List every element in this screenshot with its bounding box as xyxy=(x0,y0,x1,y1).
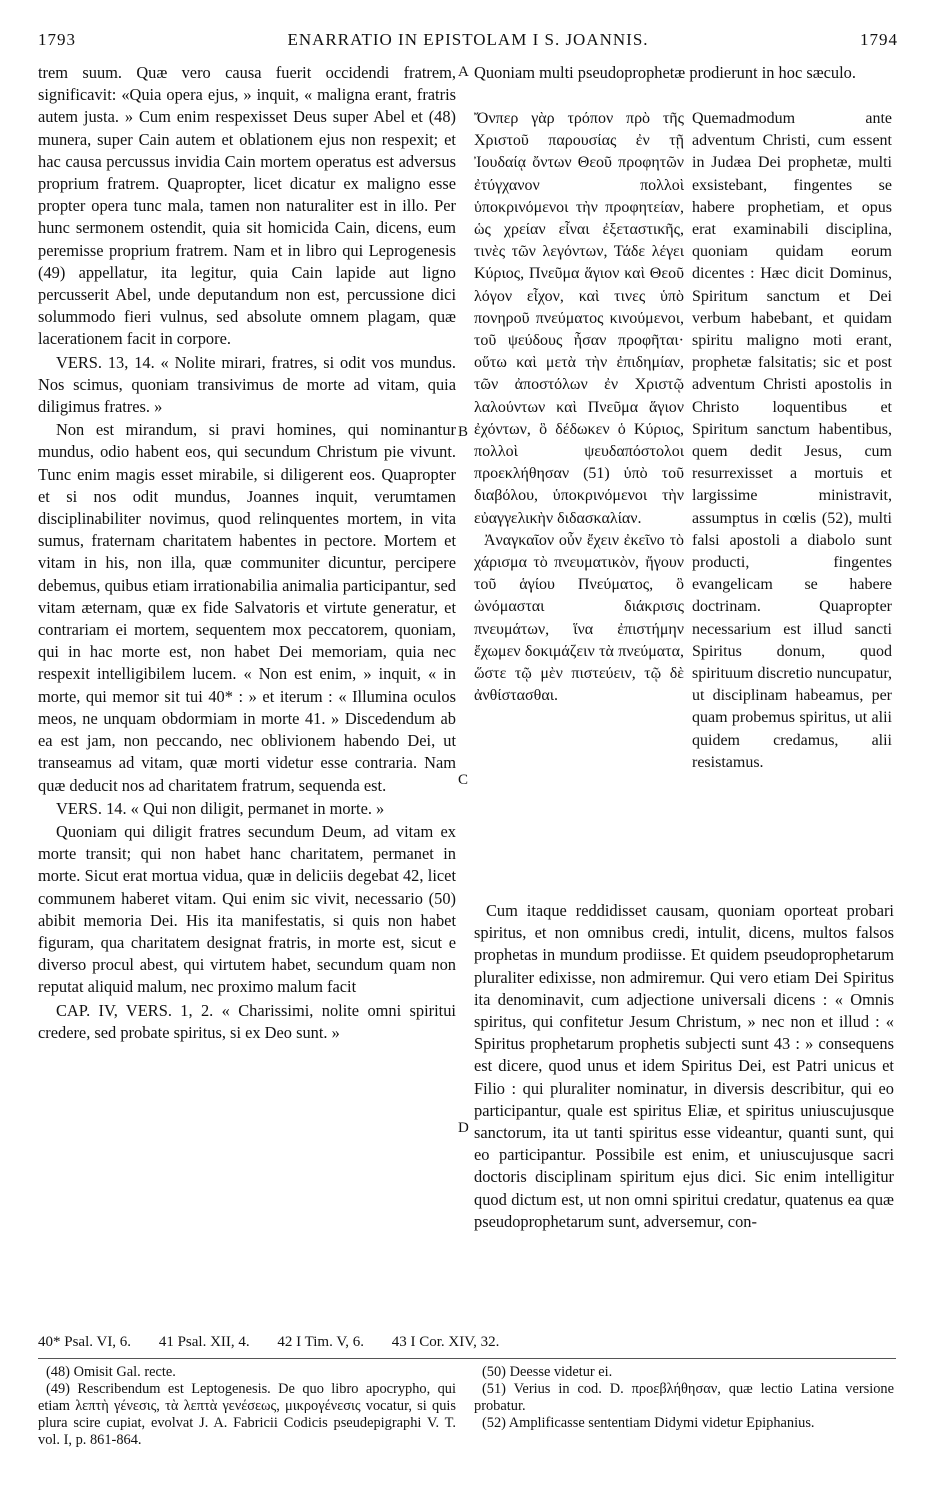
footnote: (48) Omisit Gal. recte. xyxy=(46,1364,176,1380)
margin-marker-a: A xyxy=(458,64,469,80)
footnote: (51) Verius in cod. D. προεβλήθησαν, quæ lectio Latina versione probatur. xyxy=(474,1381,894,1414)
footnotes-right xyxy=(474,1364,894,1432)
margin-marker-c: C xyxy=(458,772,469,788)
verse-heading: VERS. 14. « Qui non diligit, permanet in morte. » xyxy=(56,798,385,818)
latin-translation-column xyxy=(692,108,892,774)
verse-heading: VERS. 13, 14. « Nolite mirari, fratres, si odit vos mundus. Nos scimus, quoniam transivimus de morte ad vitam, quia diligimus fratres. » xyxy=(38,352,456,417)
margin-marker-b: B xyxy=(458,424,469,440)
verse-continuation: Quoniam multi pseudoprophetæ prodierunt in hoc sæculo. xyxy=(474,63,856,82)
greek-paragraph: Ἀναγκαῖον οὖν ἔχειν ἐκεῖνο τὸ χάρισμα τὸ πνευματικὸν, ἤγουν τοῦ ἁγίου Πνεύματος, ὃ ὠνόμασται διάκρισις πνευμάτων, ἵνα ἐπιστήμην ἔχωμεν δοκιμάζειν τὰ πνεύματα, ὥστε τῷ μὲν πιστεύειν, τῷ δὲ ἀνθίστασθαι. xyxy=(474,531,684,705)
footnote: (52) Amplificasse sententiam Didymi videtur Epiphanius. xyxy=(482,1415,815,1431)
scripture-ref: 41 Psal. XII, 4. xyxy=(158,1334,250,1350)
paragraph: Non est mirandum, si pravi homines, qui nominantur mundus, odio habent eos, qui secundum Christum pie vivunt. Tunc enim magis esset mirabile, si diligerent eos. Quapropter et si nos odit mundus, Joannes inquit, verumtamen disciplinabiliter novimus, quod relinquentes mortem, in vita sumus, fraternam charitatem habentes in pectore. Mortem et vitam in his, non illa, quæ communiter dicuntur, percipere debemus, quibus etiam irrationabilia animalia participantur, sed vitam æternam, quæ ex fide Salvatoris et virtute generatur, et contrariam ei mortem, sequentem mox peccatorem, quoniam, qui in hac morte est, non habet Dei memoriam, quia nec respexit intelligibilem lucem. « Non est enim, » inquit, « in morte, qui memor sit tui 40* : » et iterum : « Illumina oculos meos, ne unquam obdormiam in morte 41. » Discedendum ab ea est jam, non peccando, nec oblivionem habendo Dei, ut transeamus ad vitam, quæ morti videtur esse contraria. Nam quæ deducit nos ad charitatem fratrum, sequenda est. xyxy=(38,420,456,795)
scripture-ref: 40* Psal. VI, 6. xyxy=(38,1334,132,1350)
left-column xyxy=(38,62,456,1044)
footnote: (50) Deesse videtur ei. xyxy=(482,1364,613,1380)
page-number-left: 1793 xyxy=(38,30,76,49)
scripture-references xyxy=(38,1334,898,1351)
page-number-right: 1794 xyxy=(860,30,898,49)
page-title: ENARRATIO IN EPISTOLAM I S. JOANNIS. xyxy=(287,30,649,49)
paragraph: Cum itaque reddidisset causam, quoniam oporteat probari spiritus, et non omnibus credi, intulit, dicens, multos falsos prophetas in mundum prodiisse. Et quidem pseudoprophetarum pluraliter edixisse, non admiremur. Qui vero etiam Dei Spiritus ita denominavit, cum adjectione universali dicens : « Omnis spiritus, qui confitetur Jesum Christum, » nec non et illud : « Spiritus prophetarum prophetis subjecti sunt 43 : » consequens est dicere, quod unus et idem Spiritus Dei, est Patri unicus et Filio : qui pluraliter nominatur, in diversis describitur, qui eo participantur, quale est spiritus Eliæ, et spiritus uniuscujusque sanctorum, ita ut tanti spiritus esse videantur, quanti sunt, qui eo participantur. Possibile est enim, et uniuscujusque sacri doctoris disciplinam spiritum ejus dici. Sic enim intelligitur quod dictum est, ut non omni spiritui credatur, quatenus ea quæ pseudoprophetarum sunt, adversemur, con- xyxy=(474,901,894,1231)
right-column-body xyxy=(474,900,894,1233)
chapter-heading: CAP. IV, VERS. 1, 2. « Charissimi, nolite omni spiritui credere, sed probate spiritus, si ex Deo sunt. » xyxy=(38,1000,456,1042)
greek-text-column xyxy=(474,108,684,707)
margin-marker-d: D xyxy=(458,1120,469,1136)
paragraph: Quoniam qui diligit fratres secundum Deum, ad vitam ex morte transit; qui non habet hanc charitatem, permanet in morte. Sicut erat mortua vidua, quæ in deliciis degebat 42, licet communem haberet vitam. Qui enim sic vivit, necessario (50) abibit memoria Dei. His ita manifestatis, si quis non habet figuram, qua charitatem designat fratris, in morte est, sicut e diverso procul abest, qui virtutem habet, secundum quam non reputat aliquid malum, nec proximo malum facit xyxy=(38,821,456,997)
running-header xyxy=(38,30,898,56)
latin-paragraph: Quemadmodum ante adventum Christi, cum essent in Judæa Dei prophetæ, multi exsistebant, fingentes se habere prophetiam, et opus erat examinabili disciplina, quoniam quidam eorum dicentes : Hæc dicit Dominus, Spiritum sanctum et Dei verbum habebant, et quidam spiritu maligno moti erant, prophetæ falsitatis; sic et post adventum Christi apostolis in Christo loquentibus et Spiritum sanctum habentibus, quem dedit Jesus, cum resurrexisset a mortuis et largissime ministravit, assumptus in cœlis (52), multi falsi apostoli a diabolo sunt producti, fingentes evangelicam se habere doctrinam. Quapropter necessarium est illud sancti Spiritus donum, quod spirituum discretio nuncupatur, ut disciplinam habeamus, per quam probemus spiritus, ut alii quidem credamus, alii resistamus. xyxy=(692,110,892,771)
footnote: (49) Rescribendum est Leptogenesis. De quo libro apocrypho, qui etiam λεπτὴ γένεσις, τὰ λεπτὰ γενέσεως, μικρογένεσις vocatur, si quis plura scire cupiat, evolvat J. A. Fabricii Codicis pseudepigraphi V. T. vol. I, p. 861-864. xyxy=(38,1381,456,1448)
scripture-ref: 42 I Tim. V, 6. xyxy=(277,1334,364,1350)
scripture-ref: 43 I Cor. XIV, 32. xyxy=(391,1334,500,1350)
paragraph: trem suum. Quæ vero causa fuerit occidendi fratrem, significavit: «Quia opera ejus, » inquit, « maligna erant, fratris autem justa. » Cum enim respexisset Deus super Abel et (48) munera, super Cain autem et oblationem ejus non respexit; et hac causa percussus invidia Cain mortem operatus est adversus proprium fratrem. Quapropter, licet dicatur ex maligno esse propter opera tunc mala, tamen non naturaliter est in illo. Per hunc sermonem ostendit, quia sit homicida Cain, dicens, eum peremisse proprium fratrem. Nam et in libro qui Leprogenesis (49) appellatur, ita legitur, quia Cain lapide aut ligno percusserit Abel, unde deputandum non est, percussione dici solummodo fieri vulnus, sed absolute omnem plagam, quæ lacerationem facit in corpore. xyxy=(38,63,456,349)
right-column-heading xyxy=(474,62,894,84)
footnote-divider xyxy=(38,1358,896,1359)
greek-paragraph: Ὄνπερ γὰρ τρόπον πρὸ τῆς Χριστοῦ παρουσίας ἐν τῇ Ἰουδαίᾳ ὄντων Θεοῦ προφητῶν ἐτύγχανον πολλοὶ ὑποκρινόμενοι τὴν προφητείαν, ὡς χρείαν εἶναι ἐξεταστικῆς, τινὲς τῶν λεγόντων, Τάδε λέγει Κύριος, Πνεῦμα ἅγιον καὶ Θεοῦ λόγον εἶχον, καὶ τινες ὑπὸ πονηροῦ πνεύματος κινούμενοι, τοῦ ψεύδους ἦσαν προφῆται· οὕτω καὶ μετὰ τὴν ἐπιδημίαν, τῶν ἀποστόλων ἐν Χριστῷ λαλούντων καὶ Πνεῦμα ἅγιον ἐχόντων, ὃ δέδωκεν ὁ Κύριος, πολλοὶ ψευδαπόστολοι προεκλήθησαν (51) ὑπὸ τοῦ διαβόλου, ὑποκρινόμενοι τὴν εὐαγγελικὴν διδασκαλίαν. xyxy=(474,110,684,527)
footnotes-left xyxy=(38,1364,456,1449)
